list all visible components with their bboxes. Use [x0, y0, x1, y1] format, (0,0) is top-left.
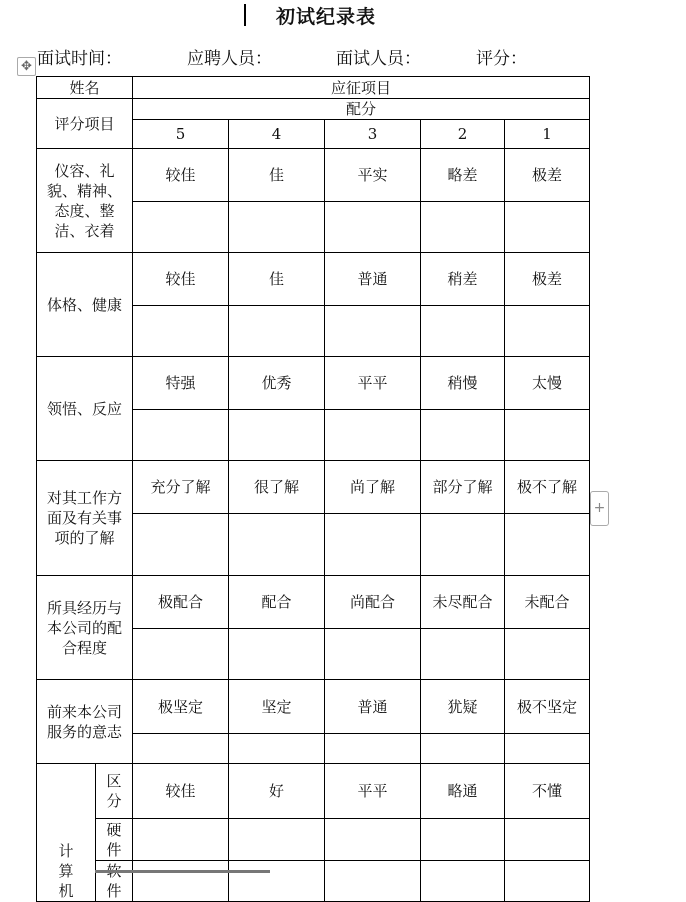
grade-cell: 较佳: [133, 149, 229, 202]
grade-cell: 平平: [325, 357, 421, 410]
mark-cell[interactable]: [325, 734, 421, 764]
page-title: 初试纪录表: [276, 6, 377, 28]
mark-cell[interactable]: [325, 629, 421, 680]
row-label-commitment: 前来本公司服务的意志: [37, 680, 133, 764]
mark-cell[interactable]: [325, 819, 421, 861]
mark-cell[interactable]: [229, 629, 325, 680]
mark-cell[interactable]: [325, 514, 421, 576]
grade-cell: 稍慢: [421, 357, 505, 410]
mark-cell[interactable]: [133, 819, 229, 861]
row-label-job-knowledge: 对其工作方面及有关事项的了解: [37, 461, 133, 576]
mark-cell[interactable]: [505, 629, 590, 680]
grade-cell: 未尽配合: [421, 576, 505, 629]
mark-cell[interactable]: [229, 306, 325, 357]
score-value-3: 3: [325, 120, 421, 149]
grade-cell: 不懂: [505, 764, 590, 819]
sub-label-software: 软件: [96, 861, 133, 902]
mark-cell[interactable]: [421, 629, 505, 680]
mark-cell[interactable]: [133, 629, 229, 680]
grade-cell: 部分了解: [421, 461, 505, 514]
mark-cell[interactable]: [505, 734, 590, 764]
score-value-5: 5: [133, 120, 229, 149]
row-label-computer: 计算机: [37, 764, 96, 902]
text-cursor: [244, 4, 246, 26]
row-label-comprehension: 领悟、反应: [37, 357, 133, 461]
interview-time-label: 面试时间：: [37, 49, 122, 69]
score-label: 评分：: [476, 49, 527, 69]
mark-cell[interactable]: [421, 734, 505, 764]
mark-cell[interactable]: [421, 819, 505, 861]
grade-cell: 佳: [229, 253, 325, 306]
mark-cell[interactable]: [421, 202, 505, 253]
mark-cell[interactable]: [229, 861, 325, 902]
interview-record-table: [36, 76, 590, 902]
mark-cell[interactable]: [421, 410, 505, 461]
mark-cell[interactable]: [325, 306, 421, 357]
grade-cell: 略通: [421, 764, 505, 819]
mark-cell[interactable]: [421, 306, 505, 357]
grade-cell: 优秀: [229, 357, 325, 410]
grade-cell: 坚定: [229, 680, 325, 734]
mark-cell[interactable]: [229, 202, 325, 253]
grade-cell: 太慢: [505, 357, 590, 410]
grade-cell: 稍差: [421, 253, 505, 306]
mark-cell[interactable]: [229, 514, 325, 576]
grade-cell: 极差: [505, 149, 590, 202]
grade-cell: 较佳: [133, 764, 229, 819]
eval-item-header-cell: 评分项目: [37, 99, 133, 149]
mark-cell[interactable]: [505, 861, 590, 902]
mark-cell[interactable]: [325, 410, 421, 461]
grade-cell: 好: [229, 764, 325, 819]
mark-cell[interactable]: [421, 514, 505, 576]
score-value-1: 1: [505, 120, 590, 149]
mark-cell[interactable]: [133, 861, 229, 902]
mark-cell[interactable]: [133, 202, 229, 253]
grade-cell: 极不坚定: [505, 680, 590, 734]
row-label-appearance: 仪容、礼貌、精神、态度、整洁、衣着: [37, 149, 133, 253]
grade-cell: 佳: [229, 149, 325, 202]
grade-cell: 特强: [133, 357, 229, 410]
mark-cell[interactable]: [505, 514, 590, 576]
mark-cell[interactable]: [133, 734, 229, 764]
grade-cell: 犹疑: [421, 680, 505, 734]
mark-cell[interactable]: [505, 306, 590, 357]
items-header-cell: 应征项目: [133, 77, 590, 99]
row-label-experience-fit: 所具经历与本公司的配合程度: [37, 576, 133, 680]
score-header-cell: 配分: [133, 99, 590, 120]
mark-cell[interactable]: [229, 410, 325, 461]
table-move-handle-icon[interactable]: ✥: [17, 57, 36, 76]
mark-cell[interactable]: [133, 410, 229, 461]
score-value-4: 4: [229, 120, 325, 149]
grade-cell: 尚了解: [325, 461, 421, 514]
grade-cell: 很了解: [229, 461, 325, 514]
grade-cell: 配合: [229, 576, 325, 629]
grade-cell: 极坚定: [133, 680, 229, 734]
grade-cell: 尚配合: [325, 576, 421, 629]
mark-cell[interactable]: [421, 861, 505, 902]
sub-label-hardware: 硬件: [96, 819, 133, 861]
mark-cell[interactable]: [229, 819, 325, 861]
mark-cell[interactable]: [505, 202, 590, 253]
mark-cell[interactable]: [505, 410, 590, 461]
mark-cell[interactable]: [505, 819, 590, 861]
applicant-label: 应聘人员：: [187, 49, 272, 69]
mark-cell[interactable]: [133, 514, 229, 576]
mark-cell[interactable]: [133, 306, 229, 357]
grade-cell: 普通: [325, 253, 421, 306]
mark-cell[interactable]: [325, 861, 421, 902]
grade-cell: 较佳: [133, 253, 229, 306]
mark-cell[interactable]: [229, 734, 325, 764]
grade-cell: 极不了解: [505, 461, 590, 514]
row-label-health: 体格、健康: [37, 253, 133, 357]
mark-cell[interactable]: [325, 202, 421, 253]
grade-cell: 普通: [325, 680, 421, 734]
grade-cell: 平平: [325, 764, 421, 819]
grade-cell: 极配合: [133, 576, 229, 629]
grade-cell: 略差: [421, 149, 505, 202]
sub-label-category: 区分: [96, 764, 133, 819]
add-row-button[interactable]: +: [590, 491, 609, 526]
name-header-cell: 姓名: [37, 77, 133, 99]
score-value-2: 2: [421, 120, 505, 149]
grade-cell: 充分了解: [133, 461, 229, 514]
grade-cell: 极差: [505, 253, 590, 306]
grade-cell: 未配合: [505, 576, 590, 629]
grade-cell: 平实: [325, 149, 421, 202]
interviewer-label: 面试人员：: [336, 49, 421, 69]
